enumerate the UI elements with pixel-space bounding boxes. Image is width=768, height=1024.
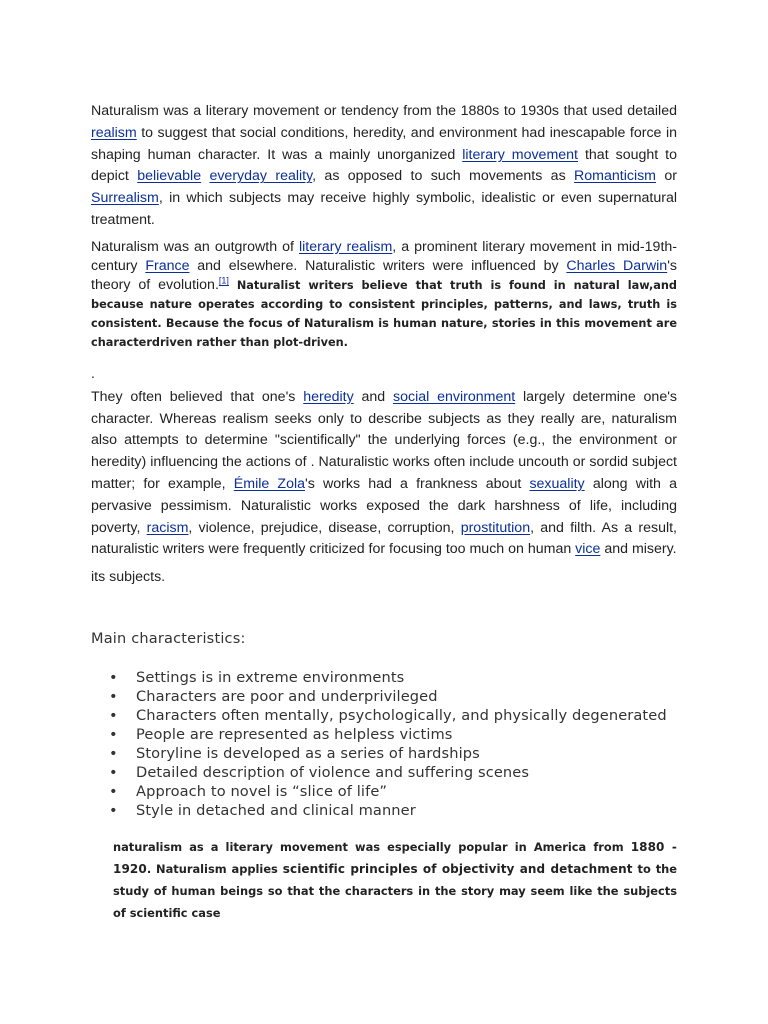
text-run: They often believed that one's (91, 388, 304, 405)
bullet-icon: • (109, 801, 118, 819)
link-literary-movement[interactable]: literary movement (462, 146, 578, 163)
text-run: and (353, 388, 394, 405)
link-france[interactable]: France (145, 257, 190, 274)
text-run: . Naturalism applies (146, 862, 283, 877)
bullet-icon: • (109, 763, 118, 781)
link-romanticism[interactable]: Romanticism (574, 168, 657, 185)
list-item (107, 688, 677, 707)
text-run: naturalism as a literary movement was especially popular in America from (113, 840, 631, 855)
text-run: and elsewhere. Naturalistic writers were influenced by (189, 257, 567, 274)
citation-link[interactable]: [1] (218, 275, 229, 286)
document-page (91, 101, 677, 924)
text-run: , violence, prejudice, disease, corruption, (188, 519, 461, 536)
bold-text-run: Naturalist writers believe that truth is found in natural law,and because nature operates according to consistent principles, patterns, and laws, truth is consistent. Because the focus of Naturalism is human nature, stories in this movement are characterdriven rather than plot-driven. (91, 278, 677, 349)
text-run: , as opposed to such movements as (312, 168, 575, 185)
text-run: Naturalism was an outgrowth of (91, 238, 299, 255)
link-realism[interactable]: realism (91, 124, 137, 141)
characteristics-list (91, 669, 677, 820)
list-item (107, 745, 677, 764)
list-item (107, 783, 677, 802)
text-run: that sought to depict (91, 146, 677, 185)
text-run: along with a pervasive pessimism. Naturalistic works exposed the dark harshness of life, including poverty, (91, 475, 677, 536)
list-item-text: Approach to novel is “slice of life” (136, 782, 388, 800)
bullet-icon: • (109, 725, 118, 743)
list-item-text: Detailed description of violence and suffering scenes (136, 763, 530, 781)
link-prostitution[interactable]: prostitution (460, 519, 531, 536)
bullet-icon: • (109, 688, 118, 706)
text-run: to the study of human beings so that the characters in the story may seem like the subjects of scientific case (113, 862, 677, 921)
link-racism[interactable]: racism (146, 519, 189, 536)
text-run: 's theory of evolution. (91, 257, 677, 293)
list-item-text: Settings is in extreme environments (136, 669, 405, 687)
link-emile-zola[interactable]: Émile Zola (233, 475, 306, 492)
text-run: and misery. (600, 541, 677, 558)
text-run: to suggest that social conditions, heredity, and environment had inescapable force in shaping human character. It was a mainly unorganized (91, 124, 677, 163)
text-run: 's works had a frankness about (305, 475, 530, 492)
list-item (107, 764, 677, 783)
list-item (107, 802, 677, 821)
list-item-text: Style in detached and clinical manner (136, 801, 416, 819)
text-run: , in which subjects may receive highly symbolic, idealistic or even supernatural treatment. (91, 190, 677, 228)
list-item (107, 707, 677, 726)
bullet-icon: • (109, 706, 118, 724)
bullet-icon: • (109, 669, 118, 687)
list-item (107, 669, 677, 688)
link-heredity[interactable]: heredity (303, 388, 354, 405)
list-item-text: People are represented as helpless victims (136, 725, 453, 743)
text-run: , a prominent literary movement in mid-19th-century (91, 238, 677, 274)
intro-paragraph (91, 101, 677, 232)
link-literary-realism[interactable]: literary realism (298, 238, 393, 255)
link-everyday-reality[interactable]: everyday reality (209, 168, 313, 185)
text-run: largely determine one's character. Whereas realism seeks only to describe subjects as they really are, naturalism also attempts to determine "scientifically" the underlying forces (e.g., the environment or heredity) influencing the actions of . Naturalistic works often include uncouth or sordid subject matter; for example, (91, 388, 678, 492)
link-believable[interactable]: believable (137, 168, 202, 185)
bullet-icon: • (109, 782, 118, 800)
list-item (107, 726, 677, 745)
link-sexuality[interactable]: sexuality (529, 475, 585, 492)
list-item-text: Storyline is developed as a series of hardships (136, 744, 480, 762)
list-item-text: Characters are poor and underprivileged (136, 688, 438, 706)
link-vice[interactable]: vice (575, 541, 601, 558)
bullet-icon: • (109, 744, 118, 762)
text-run: or (656, 168, 677, 185)
heredity-paragraph (91, 387, 677, 561)
outgrowth-paragraph (91, 238, 677, 352)
separator-dot: . (91, 364, 95, 381)
text-run: , and filth. As a result, naturalistic writers were frequently criticized for focusing too much on human (91, 519, 677, 558)
link-social-environment[interactable]: social environment (393, 388, 516, 405)
section-heading: Main characteristics: (91, 631, 246, 648)
list-item-text: Characters often mentally, psychologically, and physically degenerated (136, 706, 667, 724)
its-subjects-line: its subjects. (91, 569, 166, 586)
text-run: Naturalism was a literary movement or tendency from the 1880s to 1930s that used detailed (91, 103, 677, 119)
year-range: 1880 - 1920 (113, 840, 677, 877)
link-surrealism[interactable]: Surrealism (91, 190, 159, 207)
link-charles-darwin[interactable]: Charles Darwin (566, 257, 668, 274)
america-paragraph (113, 836, 677, 924)
emphasis-text: scientific principles of objectivity and detachment (282, 862, 633, 877)
